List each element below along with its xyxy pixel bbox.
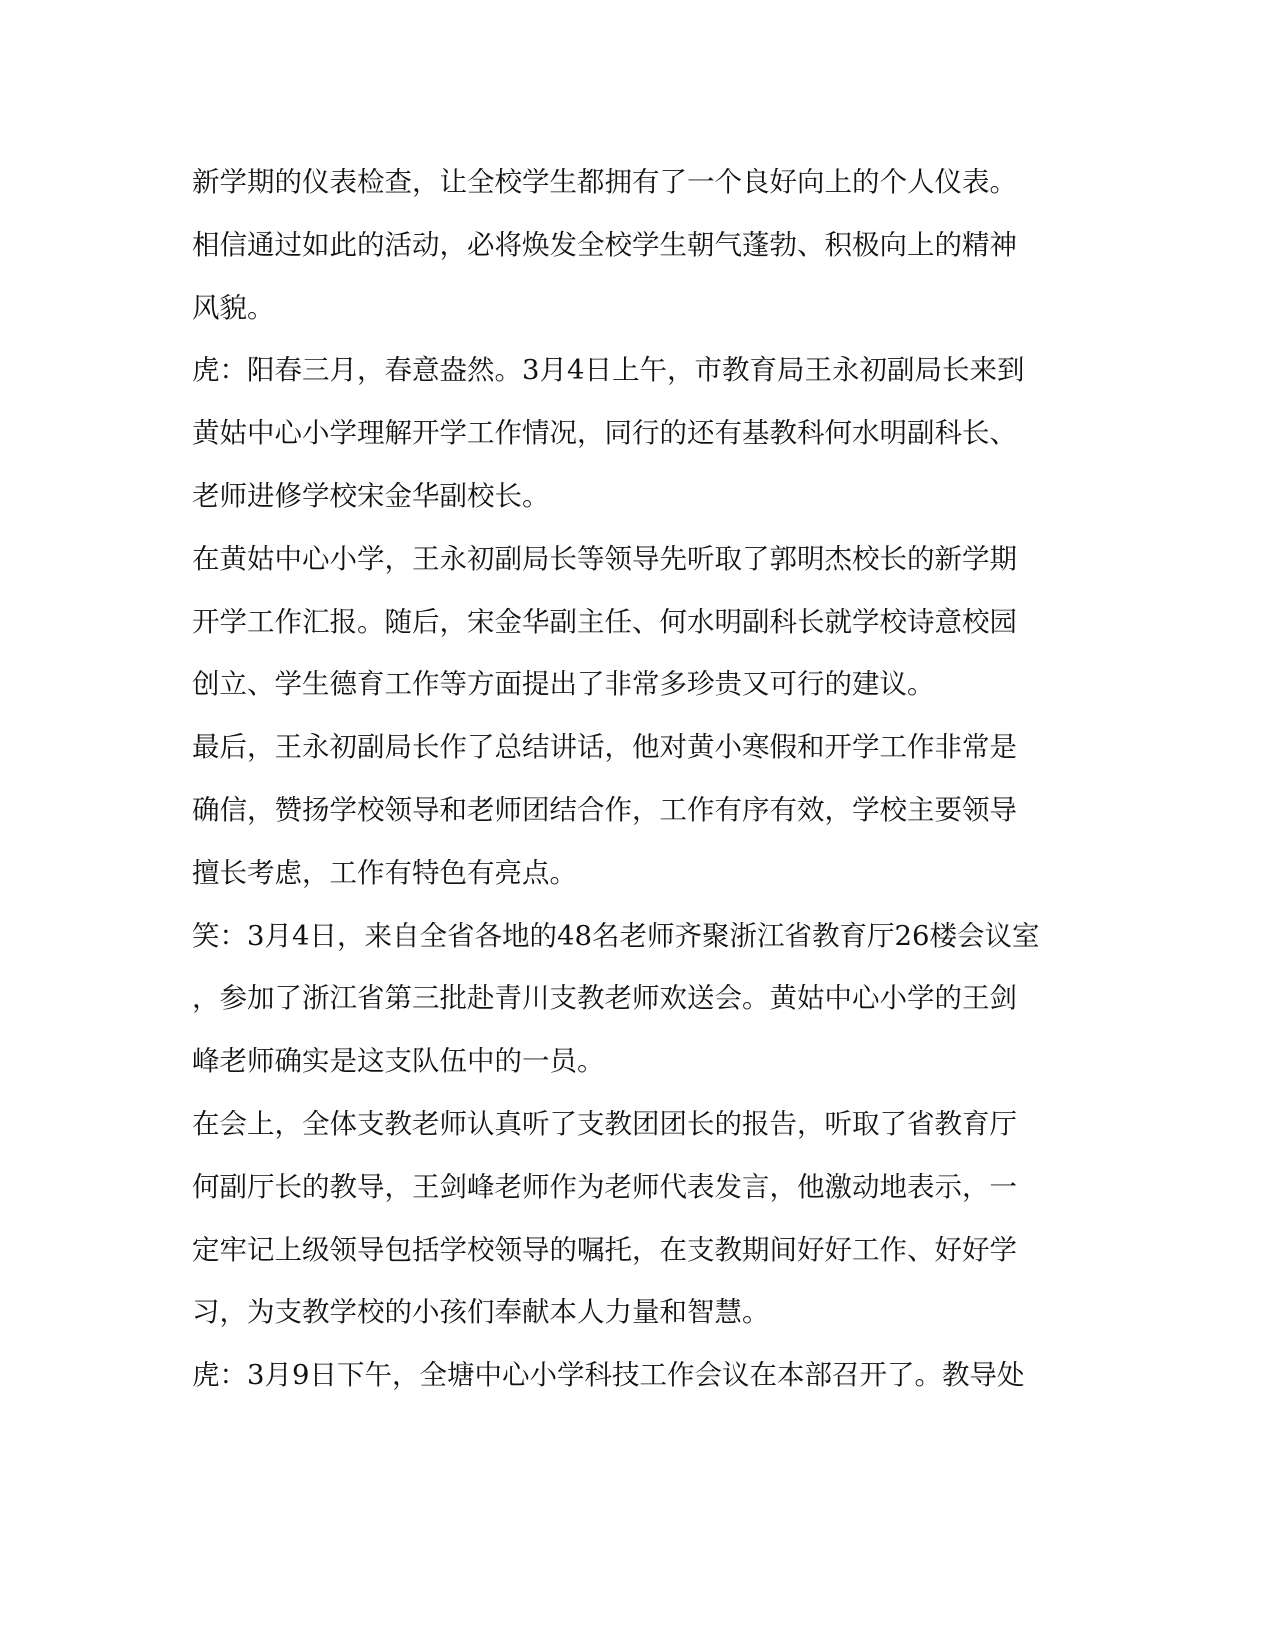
text-line: 风貌。 <box>192 291 275 324</box>
text-line: 开学工作汇报。随后，宋金华副主任、何水明副科长就学校诗意校园 <box>192 605 1017 638</box>
text-line: 习，为支教学校的小孩们奉献本人力量和智慧。 <box>192 1296 770 1329</box>
text-line: 新学期的仪表检查，让全校学生都拥有了一个良好向上的个人仪表。 <box>192 166 1017 198</box>
text-line: 黄姑中心小学理解开学工作情况，同行的还有基教科何水明副科长、 <box>192 417 1017 450</box>
text-line: 老师进修学校宋金华副校长。 <box>192 479 550 512</box>
text-line: 擅长考虑，工作有特色有亮点。 <box>192 856 577 889</box>
text-line: 确信，赞扬学校领导和老师团结合作，工作有序有效，学校主要领导 <box>192 793 1017 826</box>
text-line: 定牢记上级领导包括学校领导的嘱托，在支教期间好好工作、好好学 <box>192 1233 1017 1266</box>
text-line: 相信通过如此的活动，必将焕发全校学生朝气蓬勃、积极向上的精神 <box>192 228 1017 261</box>
text-line: 笑：3月4日，来自全省各地的48名老师齐聚浙江省教育厅26楼会议室 <box>192 919 1040 952</box>
text-line: 最后，王永初副局长作了总结讲话，他对黄小寒假和开学工作非常是 <box>192 731 1017 764</box>
text-line: 何副厅长的教导，王剑峰老师作为老师代表发言，他激动地表示，一 <box>192 1170 1017 1203</box>
text-line: 创立、学生德育工作等方面提出了非常多珍贵又可行的建议。 <box>192 668 935 701</box>
text-line: 虎：阳春三月，春意盎然。3月4日上午，市教育局王永初副局长来到 <box>192 354 1025 387</box>
text-line: 在会上，全体支教老师认真听了支教团团长的报告，听取了省教育厅 <box>192 1107 1017 1140</box>
text-line: 峰老师确实是这支队伍中的一员。 <box>192 1045 605 1078</box>
text-line: 在黄姑中心小学，王永初副局长等领导先听取了郭明杰校长的新学期 <box>192 542 1017 575</box>
document-body <box>192 151 1052 1407</box>
text-line: 虎：3月9日下午，全塘中心小学科技工作会议在本部召开了。教导处 <box>192 1359 1025 1392</box>
text-line: ，参加了浙江省第三批赴青川支教老师欢送会。黄姑中心小学的王剑 <box>192 982 1017 1015</box>
